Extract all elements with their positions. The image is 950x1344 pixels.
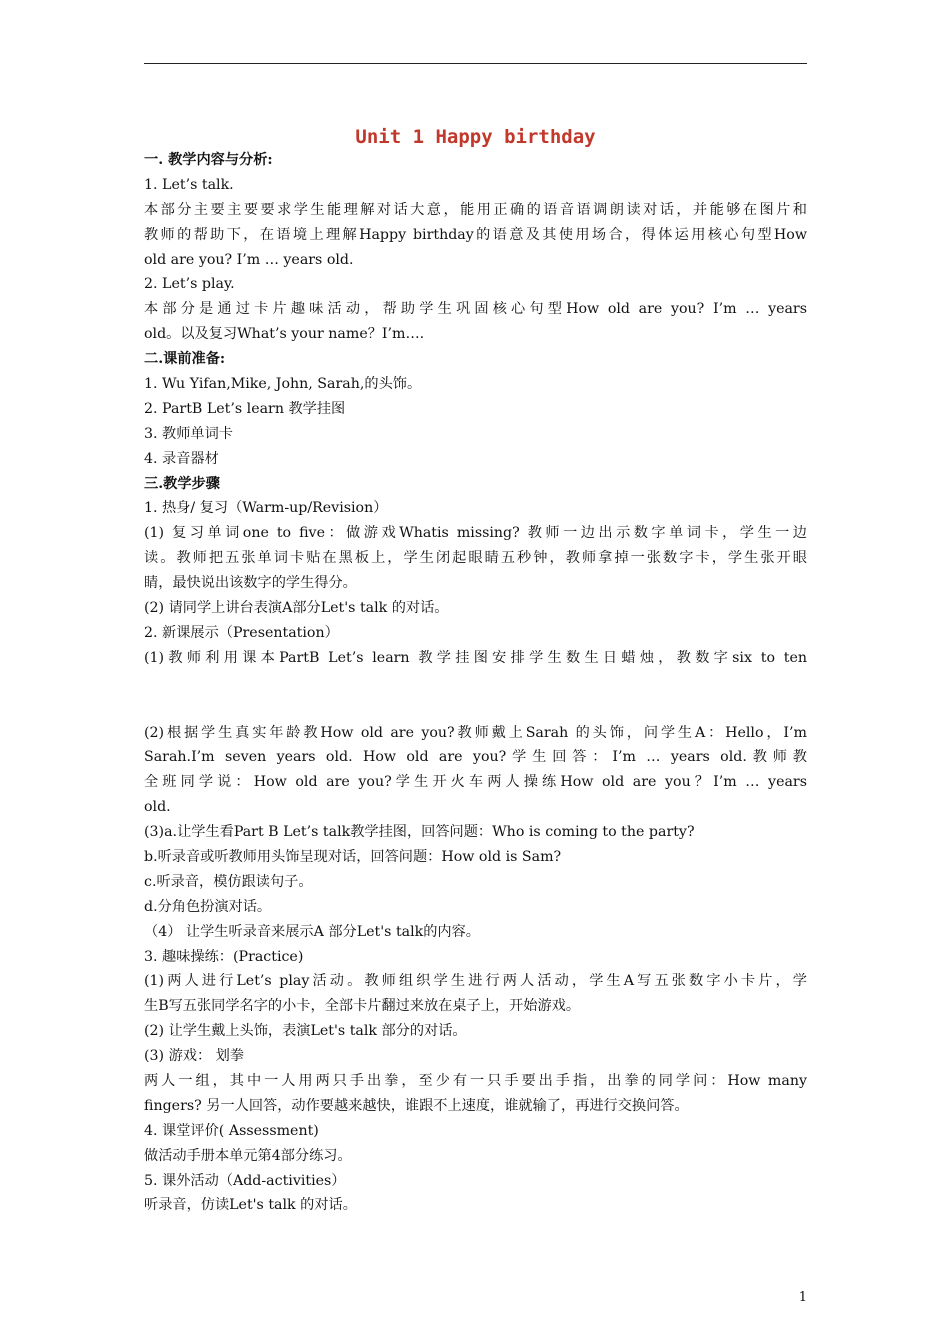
text-line: (1)教师利用课本PartB Let’s learn 教学挂图安排学生数生日蜡烛，教数字six to ten [144, 649, 807, 666]
text-line: 2. PartB Let’s learn 教学挂图 [144, 400, 346, 417]
section-heading: 二.课前准备: [144, 351, 226, 368]
section-heading: 三.教学步骤 [144, 475, 220, 492]
text-line: (1)两人进行Let’s play活动。教师组织学生进行两人活动，学生A写五张数字小卡片，学 [144, 973, 807, 990]
text-line: (2) 让学生戴上头饰，表演Let's talk 部分的对话。 [144, 1023, 467, 1040]
text-line: 2. 新课展示（Presentation） [144, 624, 339, 641]
blank-gap [144, 671, 807, 721]
header-rule [144, 63, 807, 64]
text-line: c.听录音，模仿跟读句子。 [144, 873, 313, 890]
text-line: (3) 游戏： 划拳 [144, 1048, 245, 1065]
text-line: 教师的帮助下，在语境上理解Happy birthday的语意及其使用场合，得体运用核心句型How [144, 226, 807, 243]
document-title: Unit 1 Happy birthday [355, 126, 596, 148]
text-line: (2) 请同学上讲台表演A部分Let's talk 的对话。 [144, 600, 449, 617]
text-line: 睛，最快说出该数字的学生得分。 [144, 575, 357, 592]
text-line: 4. 录音器材 [144, 450, 219, 467]
text-line: old. [144, 799, 171, 816]
text-line: 全班同学说：How old are you?学生开火车两人操练How old are you？I’m … years [144, 774, 807, 791]
text-line: 3. 趣味操练：(Practice) [144, 948, 304, 965]
text-line: b.听录音或听教师用头饰呈现对话，回答问题：How old is Sam? [144, 848, 562, 865]
section-heading: 一. 教学内容与分析: [144, 152, 273, 168]
text-line: 读。教师把五张单词卡贴在黑板上，学生闭起眼睛五秒钟，教师拿掉一张数字卡，学生张开眼 [144, 550, 807, 567]
text-line: 本部分主要主要要求学生能理解对话大意，能用正确的语音语调朗读对话，并能够在图片和 [144, 201, 807, 218]
text-line: old are you? I’m … years old. [144, 251, 354, 268]
text-line: 生B写五张同学名字的小卡，全部卡片翻过来放在桌子上，开始游戏。 [144, 998, 581, 1015]
text-line: Sarah.I’m seven years old. How old are you?学生回答：I’m … years old.教师教 [144, 749, 807, 766]
text-line: d.分角色扮演对话。 [144, 898, 272, 915]
document-body [144, 148, 807, 1218]
text-line: 1. 热身/ 复习（Warm-up/Revision） [144, 500, 388, 517]
text-line: 2. Let’s play. [144, 276, 235, 293]
text-line: 做活动手册本单元第4部分练习。 [144, 1147, 352, 1164]
text-line: 听录音，仿读Let's talk 的对话。 [144, 1197, 357, 1214]
text-line: 5. 课外活动（Add-activities） [144, 1172, 346, 1189]
text-line: 1. Wu Yifan,Mike, John, Sarah,的头饰。 [144, 376, 422, 393]
text-line: 本部分是通过卡片趣味活动，帮助学生巩固核心句型How old are you? I’m … years [144, 301, 807, 318]
text-line: (2)根据学生真实年龄教How old are you?教师戴上Sarah 的头饰，问学生A：Hello，I’m [144, 724, 807, 741]
text-line: (3)a.让学生看Part B Let’s talk教学挂图，回答问题：Who is coming to the party? [144, 824, 695, 841]
text-line: (1) 复习单词one to five：做游戏Whatis missing? 教师一边出示数字单词卡，学生一边 [144, 525, 807, 542]
text-line: 4. 课堂评价( Assessment) [144, 1122, 319, 1139]
text-line: 两人一组，其中一人用两只手出拳，至少有一只手要出手指，出拳的同学问：How many [144, 1072, 807, 1089]
text-line: fingers? 另一人回答，动作要越来越快，谁跟不上速度，谁就输了，再进行交换问答。 [144, 1097, 689, 1114]
page-number: 1 [798, 1290, 807, 1305]
text-line: （4） 让学生听录音来展示A 部分Let's talk的内容。 [144, 923, 480, 940]
text-line: 3. 教师单词卡 [144, 425, 233, 442]
text-line: 1. Let’s talk. [144, 176, 234, 193]
text-line: old。以及复习What’s your name？I’m…. [144, 326, 425, 343]
